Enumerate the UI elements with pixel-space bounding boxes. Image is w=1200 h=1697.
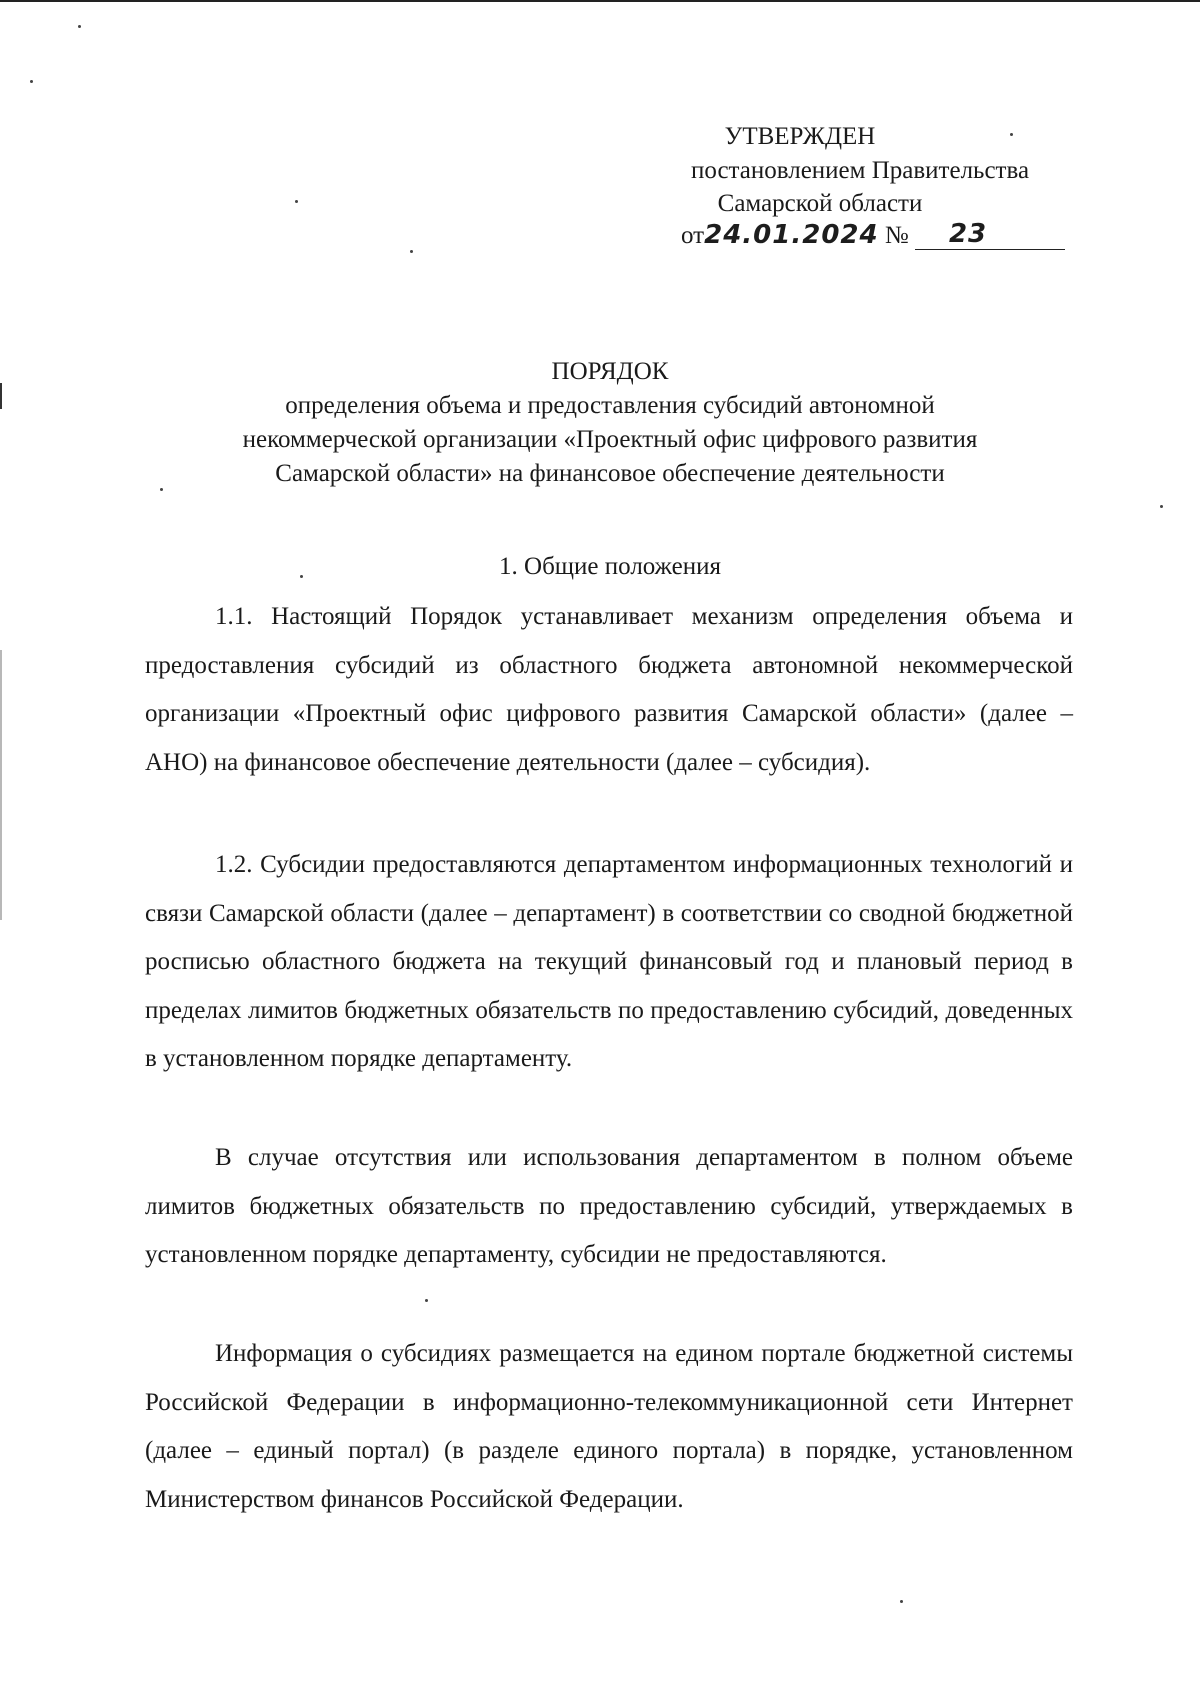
document-subtitle-line-1: определения объема и предоставления субсидий автономной	[285, 392, 935, 419]
scan-speck	[1010, 133, 1013, 136]
scan-speck	[160, 488, 163, 491]
document-subtitle-line-2: некоммерческой организации «Проектный офис цифрового развития	[242, 426, 978, 453]
scan-speck	[30, 80, 33, 83]
scan-speck	[425, 1299, 428, 1302]
paragraph-1-2: 1.2. Субсидии предоставляются департаментом информационных технологий и связи Самарской области (далее – департамент) в соответствии со сводной бюджетной росписью областного бюджета на текущий финансовый год и плановый период в пределах лимитов бюджетных обязательств по предоставлению субсидий, доведенных в установленном порядке департаменту.	[145, 851, 1073, 1073]
number-underline	[915, 219, 1065, 250]
scan-speck	[410, 250, 413, 253]
scan-margin-mark	[0, 650, 2, 920]
document-title: ПОРЯДОК	[551, 358, 669, 385]
approval-date-number-line	[681, 220, 1065, 250]
handwritten-date: 24.01.2024	[704, 220, 879, 250]
scan-margin-mark	[0, 383, 2, 409]
paragraph-limits: В случае отсутствия или использования департаментом в полном объеме лимитов бюджетных обязательств по предоставлению субсидий, утверждаемых в установленном порядке департаменту, субсидии не предоставляются.	[145, 1144, 1073, 1269]
scan-speck	[1160, 505, 1163, 508]
top-edge-rule	[0, 0, 1200, 2]
approval-line-2: Самарской области	[717, 190, 923, 217]
date-prefix: от	[681, 222, 705, 249]
scan-speck	[295, 200, 298, 203]
document-subtitle-line-3: Самарской области» на финансовое обеспечение деятельности	[275, 460, 945, 487]
number-prefix: №	[884, 222, 909, 249]
scan-speck	[78, 25, 81, 28]
approval-heading: УТВЕРЖДЕН	[724, 123, 876, 150]
scan-speck	[900, 1600, 903, 1603]
section-heading: 1. Общие положения	[499, 553, 721, 580]
approval-line-1: постановлением Правительства	[690, 157, 1030, 184]
scan-speck	[300, 575, 303, 578]
handwritten-number: 23	[948, 219, 988, 249]
paragraph-information: Информация о субсидиях размещается на едином портале бюджетной системы Российской Федерации в информационно-телекоммуникационной сети Интернет (далее – единый портал) (в разделе единого портала) в порядке, установленном Министерством финансов Российской Федерации.	[145, 1340, 1073, 1513]
paragraph-1-1: 1.1. Настоящий Порядок устанавливает механизм определения объема и предоставления субсидий из областного бюджета автономной некоммерческой организации «Проектный офис цифрового развития Самарской области» (далее – АНО) на финансовое обеспечение деятельности (далее – субсидия).	[145, 603, 1073, 776]
document-title-block	[150, 355, 1070, 491]
